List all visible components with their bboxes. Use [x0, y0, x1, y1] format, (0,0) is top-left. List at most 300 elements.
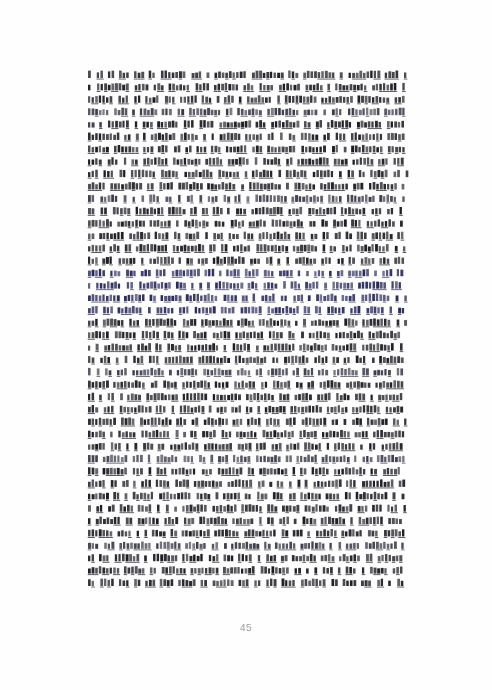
glyph-mark	[152, 319, 154, 326]
glyph-mark	[327, 182, 330, 189]
glyph-mark	[387, 333, 389, 338]
glyph-mark	[305, 147, 307, 153]
glyph-underline	[334, 165, 338, 166]
glyph-mark	[253, 183, 256, 190]
glyph-mark	[270, 418, 272, 425]
glyph-mark	[354, 196, 356, 202]
glyph-mark	[299, 207, 302, 214]
glyph-mark	[318, 319, 321, 325]
glyph-underline	[228, 190, 232, 191]
glyph-mark	[264, 357, 266, 363]
glyph-underline	[349, 549, 353, 550]
glyph-underline	[337, 277, 341, 278]
glyph-mark	[151, 492, 153, 499]
glyph-mark	[110, 271, 112, 277]
glyph-mark	[396, 442, 398, 449]
glyph-underline	[146, 401, 150, 402]
glyph-mark	[315, 493, 318, 499]
glyph-underline	[325, 103, 329, 104]
glyph-underline	[300, 302, 304, 303]
glyph-mark	[234, 220, 237, 227]
glyph-mark	[277, 259, 280, 264]
glyph-underline	[365, 487, 369, 488]
glyph-mark	[237, 245, 239, 251]
glyph-underline	[124, 500, 128, 501]
glyph-mark	[400, 207, 402, 214]
glyph-mark	[295, 556, 298, 561]
glyph-underline	[303, 326, 307, 327]
glyph-mark	[352, 420, 355, 425]
glyph-mark	[221, 244, 223, 251]
glyph-mark	[188, 172, 191, 177]
glyph-mark	[242, 381, 244, 388]
glyph-underline	[227, 512, 231, 513]
glyph-mark	[236, 519, 239, 524]
glyph-mark	[242, 157, 245, 164]
glyph-underline	[262, 537, 266, 538]
glyph-mark	[272, 444, 275, 450]
glyph-mark	[399, 282, 401, 288]
glyph-underline	[273, 388, 277, 389]
glyph-underline	[195, 79, 199, 80]
glyph-mark	[402, 147, 404, 152]
glyph-mark	[204, 381, 207, 388]
glyph-mark	[106, 219, 109, 226]
glyph-underline	[245, 141, 249, 142]
glyph-mark	[289, 481, 292, 486]
glyph-mark	[102, 270, 105, 276]
glyph-mark	[232, 307, 235, 314]
glyph-underline	[380, 153, 384, 154]
glyph-mark	[131, 407, 133, 412]
glyph-mark	[213, 356, 215, 363]
glyph-underline	[160, 475, 164, 476]
glyph-mark	[88, 368, 91, 375]
glyph-mark	[221, 530, 223, 537]
glyph-mark	[305, 579, 308, 586]
glyph-underline	[348, 264, 352, 265]
glyph-mark	[102, 530, 105, 536]
glyph-mark	[183, 209, 186, 214]
glyph-underline	[267, 116, 271, 117]
glyph-mark	[335, 480, 338, 487]
glyph-mark	[350, 555, 353, 561]
glyph-mark	[266, 419, 268, 425]
glyph-mark	[267, 517, 270, 524]
glyph-mark	[366, 345, 369, 351]
glyph-line	[88, 318, 407, 327]
glyph-mark	[315, 469, 317, 475]
glyph-underline	[207, 302, 211, 303]
glyph-mark	[167, 257, 169, 264]
glyph-mark	[214, 184, 217, 189]
glyph-underline	[352, 450, 356, 451]
glyph-mark	[88, 530, 91, 537]
glyph-mark	[335, 83, 337, 90]
glyph-mark	[362, 319, 364, 325]
glyph-underline	[273, 215, 277, 216]
glyph-mark	[373, 182, 376, 190]
glyph-mark	[283, 394, 286, 400]
glyph-mark	[333, 357, 336, 363]
glyph-mark	[289, 133, 292, 139]
glyph-mark	[242, 543, 245, 549]
glyph-underline	[373, 79, 377, 80]
glyph-mark	[186, 554, 188, 561]
glyph-underline	[143, 116, 147, 117]
glyph-underline	[394, 475, 398, 476]
glyph-underline	[354, 141, 358, 142]
glyph-mark	[192, 543, 195, 548]
glyph-mark	[295, 321, 297, 326]
glyph-underline	[329, 277, 333, 278]
glyph-mark	[203, 543, 205, 549]
glyph-mark	[92, 332, 95, 338]
glyph-mark	[395, 529, 398, 536]
glyph-underline	[131, 401, 135, 402]
glyph-mark	[304, 543, 307, 549]
glyph-mark	[299, 345, 302, 351]
glyph-mark	[386, 382, 389, 387]
glyph-mark	[118, 145, 121, 152]
glyph-mark	[122, 345, 125, 350]
glyph-mark	[305, 417, 307, 424]
glyph-underline	[138, 178, 142, 179]
glyph-mark	[303, 96, 306, 102]
glyph-mark	[178, 233, 181, 239]
glyph-mark	[150, 146, 153, 152]
glyph-mark	[312, 282, 314, 289]
glyph-underline	[238, 562, 242, 563]
glyph-underline	[386, 203, 390, 204]
glyph-mark	[106, 380, 109, 387]
glyph-mark	[123, 506, 126, 511]
glyph-mark	[88, 482, 91, 487]
glyph-line	[88, 294, 408, 303]
glyph-mark	[292, 344, 294, 351]
glyph-underline	[313, 562, 317, 563]
glyph-mark	[202, 95, 204, 102]
glyph-mark	[154, 393, 157, 400]
glyph-mark	[305, 159, 308, 165]
glyph-underline	[327, 91, 331, 92]
glyph-mark	[256, 369, 258, 375]
glyph-underline	[291, 79, 295, 80]
glyph-underline	[273, 426, 277, 427]
glyph-mark	[383, 97, 385, 102]
glyph-mark	[270, 195, 272, 202]
glyph-mark	[248, 120, 251, 127]
glyph-mark	[128, 308, 131, 314]
glyph-underline	[335, 203, 339, 204]
glyph-mark	[341, 408, 344, 413]
glyph-mark	[218, 110, 220, 115]
glyph-underline	[220, 587, 224, 588]
glyph-mark	[199, 517, 202, 524]
glyph-mark	[174, 146, 177, 152]
glyph-mark	[336, 432, 338, 438]
glyph-mark	[194, 393, 197, 400]
glyph-mark	[88, 145, 90, 152]
glyph-mark	[202, 220, 205, 226]
glyph-underline	[368, 587, 372, 588]
glyph-mark	[143, 221, 145, 227]
glyph-mark	[111, 393, 114, 400]
glyph-mark	[157, 505, 160, 512]
glyph-underline	[121, 240, 125, 241]
glyph-mark	[296, 382, 299, 388]
glyph-mark	[386, 358, 389, 363]
glyph-underline	[190, 351, 194, 352]
glyph-mark	[311, 444, 313, 450]
glyph-mark	[198, 244, 201, 251]
glyph-underline	[248, 450, 252, 451]
glyph-underline	[280, 500, 284, 501]
glyph-mark	[207, 282, 210, 288]
glyph-mark	[88, 71, 91, 78]
glyph-underline	[276, 240, 280, 241]
glyph-mark	[271, 283, 273, 289]
glyph-mark	[171, 579, 174, 586]
glyph-underline	[297, 227, 301, 228]
glyph-underline	[117, 302, 121, 303]
glyph-underline	[307, 388, 311, 389]
glyph-mark	[227, 122, 230, 127]
glyph-underline	[142, 388, 146, 389]
glyph-mark	[177, 445, 180, 450]
glyph-underline	[275, 450, 279, 451]
glyph-mark	[319, 307, 321, 314]
glyph-underline	[335, 487, 339, 488]
glyph-mark	[384, 319, 387, 326]
glyph-mark	[208, 382, 210, 387]
glyph-mark	[363, 269, 366, 276]
glyph-underline	[145, 487, 149, 488]
glyph-mark	[234, 196, 236, 202]
glyph-mark	[312, 333, 314, 338]
glyph-mark	[163, 380, 166, 387]
glyph-underline	[285, 314, 289, 315]
glyph-mark	[88, 346, 90, 351]
glyph-mark	[237, 567, 239, 574]
glyph-mark	[260, 443, 263, 450]
glyph-underline	[225, 475, 229, 476]
glyph-mark	[369, 134, 371, 140]
glyph-mark	[160, 257, 162, 264]
glyph-underline	[289, 227, 293, 228]
glyph-mark	[186, 332, 189, 338]
glyph-underline	[232, 537, 236, 538]
glyph-mark	[323, 135, 325, 140]
page-number: 45	[239, 623, 253, 634]
glyph-underline	[95, 574, 99, 575]
glyph-mark	[383, 333, 386, 339]
glyph-underline	[325, 463, 329, 464]
glyph-mark	[212, 343, 215, 350]
glyph-mark	[372, 294, 375, 301]
glyph-underline	[381, 165, 385, 166]
glyph-mark	[218, 456, 221, 462]
glyph-underline	[353, 190, 357, 191]
glyph-mark	[221, 370, 224, 375]
glyph-underline	[157, 376, 161, 377]
glyph-underline	[249, 401, 253, 402]
glyph-mark	[381, 568, 384, 574]
glyph-mark	[99, 122, 102, 127]
glyph-underline	[226, 128, 230, 129]
glyph-mark	[157, 554, 159, 561]
glyph-mark	[147, 494, 149, 499]
glyph-underline	[355, 79, 359, 80]
glyph-mark	[190, 208, 192, 214]
glyph-mark	[175, 394, 178, 400]
glyph-underline	[285, 103, 289, 104]
glyph-mark	[291, 431, 293, 437]
glyph-mark	[264, 270, 267, 276]
glyph-mark	[302, 197, 305, 202]
glyph-mark	[198, 159, 200, 165]
glyph-underline	[369, 487, 373, 488]
glyph-mark	[176, 356, 178, 363]
glyph-mark	[115, 83, 118, 90]
glyph-mark	[323, 418, 326, 425]
glyph-mark	[325, 221, 328, 227]
glyph-mark	[271, 517, 274, 524]
glyph-mark	[302, 233, 304, 239]
glyph-mark	[282, 245, 284, 251]
glyph-underline	[187, 525, 191, 526]
glyph-mark	[160, 455, 163, 462]
glyph-mark	[340, 221, 343, 227]
glyph-mark	[387, 121, 390, 128]
glyph-underline	[246, 525, 250, 526]
glyph-mark	[380, 430, 383, 437]
glyph-underline	[142, 339, 146, 340]
glyph-mark	[333, 431, 336, 437]
glyph-underline	[259, 128, 263, 129]
glyph-line	[88, 207, 403, 216]
glyph-mark	[151, 159, 153, 165]
glyph-mark	[340, 72, 343, 78]
glyph-mark	[244, 246, 247, 251]
glyph-mark	[338, 469, 340, 474]
glyph-underline	[269, 326, 273, 327]
glyph-mark	[327, 84, 330, 91]
glyph-underline	[245, 587, 249, 588]
glyph-mark	[237, 108, 240, 115]
glyph-mark	[99, 110, 102, 115]
glyph-underline	[311, 512, 315, 513]
glyph-underline	[320, 203, 324, 204]
glyph-mark	[88, 195, 91, 202]
glyph-underline	[176, 426, 180, 427]
glyph-mark	[154, 158, 156, 165]
glyph-mark	[390, 196, 393, 202]
glyph-underline	[133, 562, 137, 563]
glyph-mark	[250, 431, 252, 437]
glyph-mark	[398, 257, 400, 264]
glyph-underline	[249, 562, 253, 563]
glyph-mark	[350, 382, 352, 388]
glyph-mark	[358, 220, 360, 227]
glyph-mark	[334, 443, 336, 449]
glyph-mark	[366, 405, 369, 412]
glyph-mark	[92, 405, 94, 412]
glyph-mark	[369, 183, 371, 190]
glyph-mark	[197, 382, 200, 388]
glyph-underline	[251, 116, 255, 117]
glyph-underline	[106, 339, 110, 340]
glyph-mark	[402, 133, 405, 139]
glyph-underline	[127, 215, 131, 216]
glyph-underline	[95, 252, 99, 253]
glyph-mark	[113, 207, 116, 214]
glyph-underline	[147, 376, 151, 377]
glyph-underline	[138, 302, 142, 303]
glyph-underline	[248, 277, 252, 278]
glyph-underline	[221, 438, 225, 439]
glyph-mark	[140, 418, 143, 425]
glyph-underline	[185, 475, 189, 476]
glyph-underline	[358, 525, 362, 526]
glyph-mark	[197, 493, 200, 499]
glyph-underline	[95, 388, 99, 389]
glyph-mark	[106, 331, 109, 338]
glyph-mark	[229, 431, 231, 437]
glyph-mark	[117, 246, 120, 252]
glyph-underline	[289, 128, 293, 129]
glyph-mark	[177, 370, 179, 375]
glyph-underline	[194, 252, 198, 253]
glyph-underline	[262, 178, 266, 179]
glyph-mark	[102, 221, 104, 227]
glyph-mark	[99, 566, 102, 573]
glyph-mark	[168, 394, 170, 400]
glyph-mark	[332, 72, 334, 78]
glyph-underline	[168, 215, 172, 216]
glyph-underline	[387, 351, 391, 352]
glyph-mark	[88, 122, 90, 127]
glyph-mark	[369, 146, 371, 152]
glyph-mark	[110, 531, 113, 536]
glyph-underline	[225, 190, 229, 191]
glyph-underline	[236, 351, 240, 352]
glyph-mark	[111, 283, 114, 289]
glyph-underline	[224, 91, 228, 92]
glyph-mark	[224, 97, 227, 103]
glyph-mark	[238, 123, 241, 128]
glyph-mark	[254, 419, 257, 425]
glyph-mark	[108, 345, 110, 351]
glyph-mark	[222, 72, 225, 78]
glyph-mark	[233, 420, 236, 425]
glyph-underline	[202, 463, 206, 464]
glyph-mark	[263, 194, 266, 201]
glyph-mark	[383, 282, 386, 288]
glyph-mark	[176, 419, 179, 425]
glyph-mark	[324, 171, 327, 178]
glyph-mark	[259, 517, 261, 524]
glyph-mark	[244, 457, 247, 462]
glyph-underline	[190, 574, 194, 575]
glyph-underline	[102, 388, 106, 389]
glyph-mark	[126, 72, 129, 78]
glyph-mark	[172, 84, 175, 91]
glyph-mark	[362, 282, 364, 289]
glyph-mark	[146, 209, 148, 215]
glyph-underline	[336, 401, 340, 402]
glyph-underline	[95, 103, 99, 104]
